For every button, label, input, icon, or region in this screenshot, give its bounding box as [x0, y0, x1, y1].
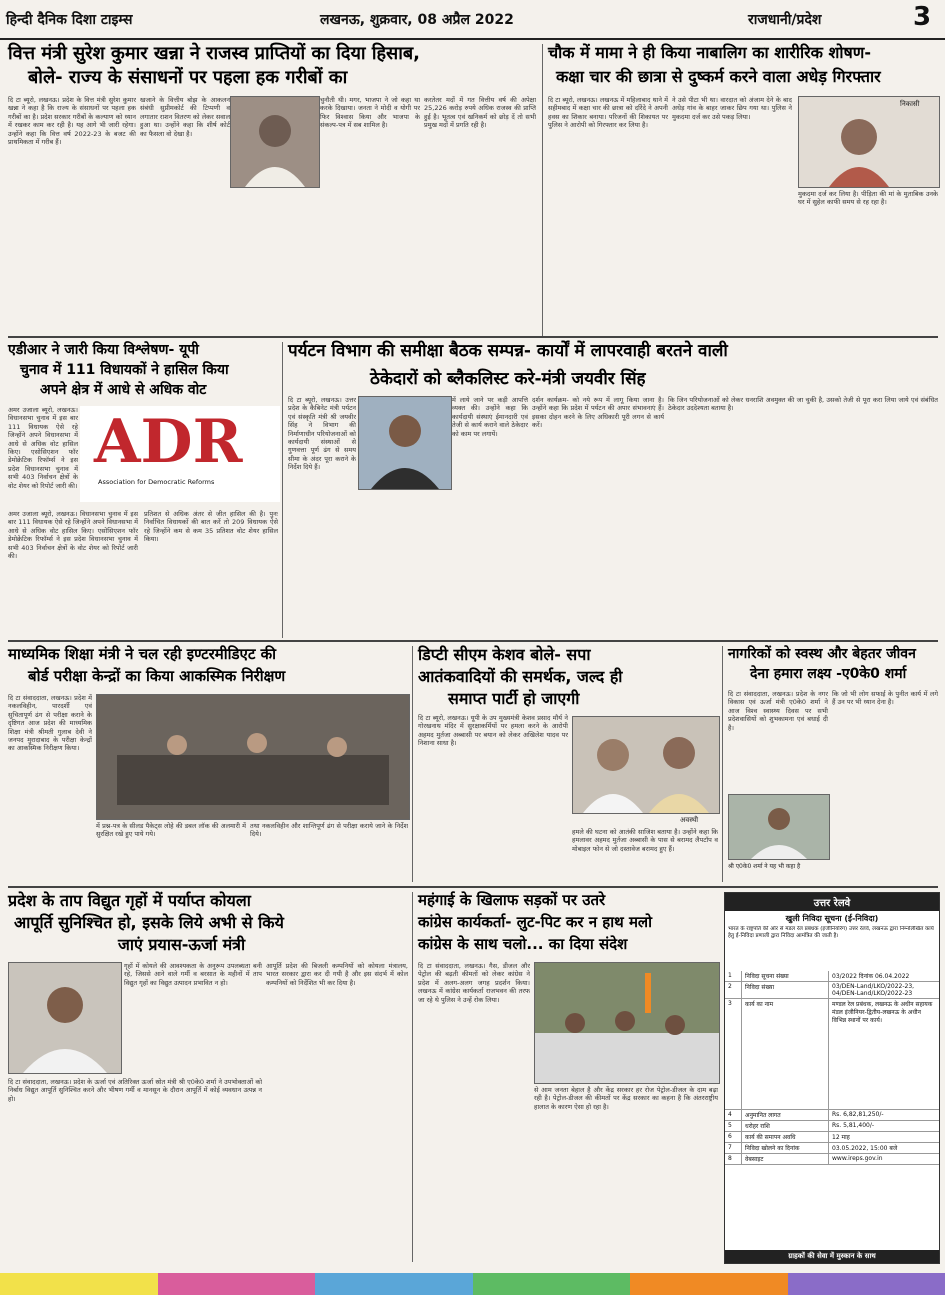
story4-body-col3: दर्शन कार्यक्रम- को नये रूप में लागू किया जाना है। उन्होंने कहा कि प्रदेश में पर्यटन की अपार संभावनाएं हैं। इसका दोहन करने के लिए अधिकारी पूरी लगन से कार्य करें।	[532, 396, 664, 430]
section-rule	[8, 640, 938, 642]
story4-body-col1: दि टा ब्यूरो, लखनऊ। उत्तर प्रदेश के कैबिनेट मंत्री पर्यटन एवं संस्कृति मंत्री श्री जयवीर सिंह ने विभाग की निर्माणाधीन परियोजनाओं को कार्यदायी संस्थाओं से गुणवत्ता पूर्ण ढंग से समय सीमा के अंदर पूरा कराने के निर्देश दिये हैं।	[288, 396, 356, 472]
story1-headline-line1: वित्त मंत्री सुरेश कुमार खन्ना ने राजस्व प्राप्तियों का दिया हिसाब,	[8, 43, 420, 64]
adr-logo	[80, 406, 280, 502]
congress-protest-photo	[534, 962, 720, 1084]
photo-caption: अवस्थी	[680, 816, 699, 824]
story1-body-col2: खजाने के वित्तीय बोझ के आकलन संबंधी सुप्रीमकोर्ट की टिप्पणी व लगातार राशन वितरण को लेकर सवाल हुआ था। उन्होंने कहा कि शीर्ष कोर्ट का फैसला वो देखा है।	[140, 96, 230, 138]
story8-body-col2: गृहों में कोयले की आवश्यकता के अनुरूप उपलब्धता बनी रहे, जिससे आने वाले गर्मी व बरसात के महीनों में ताप विद्युत गृहों का विद्युत उत्पादन प्रभावित न हो।	[124, 962, 262, 987]
story7-headline-line1: नागरिकों को स्वस्थ और बेहतर जीवन	[728, 646, 916, 662]
story3-body-col1: अमर उजाला ब्यूरो, लखनऊ। विधानसभा चुनाव में इस बार 111 विधायक ऐसे रहे जिन्होंने अपने विधानसभा में आधे से अधिक वोट हासिल किए। एसोसिएशन फॉर डेमोक्रेटिक रिफॉर्म्स ने इस प्रदेश विधानसभा चुनाव में सभी 403 निर्वाचन क्षेत्रों के वोट शेयर को रिपोर्ट जारी की।	[8, 510, 138, 561]
story4-headline-line1: पर्यटन विभाग की समीक्षा बैठक सम्पन्न- कार्यों में लापरवाही बरतने वाली	[288, 341, 728, 361]
tender-row: 6 कार्य की समापन अवधि 12 माह	[725, 1132, 939, 1143]
story6-headline-line3: समाप्त पार्टी हो जाएगी	[448, 689, 580, 708]
story3-body-col2: प्रतिशत से अधिक अंतर से जीत हासिल की है। पुनः निर्वाचित विधायकों की बात करें तो 209 विधायक ऐसे रहे जिन्होंने कम से कम 35 प्रतिशत वोट शेयर हासिल किया।	[144, 510, 278, 544]
story7-body-col2: कि जो भी लोग सफाई के पुनीत कार्य में लगे हैं उन पर भी ध्यान देना है।	[832, 690, 938, 707]
story7-body-col1: दि टा संवाददाता, लखनऊ। प्रदेश के नगर विकास एवं ऊर्जा मंत्री ए0के0 शर्मा ने आज विश्व स्वास्थ्य दिवस पर सभी प्रदेशवासियों को शुभकामना एवं बधाई दी है।	[728, 690, 828, 732]
paper-name: हिन्दी दैनिक दिशा टाइम्स	[6, 12, 133, 28]
story8-body-col1: दि टा संवाददाता, लखनऊ। प्रदेश के ऊर्जा एवं अतिरिक्त ऊर्जा स्रोत मंत्री श्री ए0के0 शर्मा ने उपभोक्ताओं को निर्बाध विद्युत आपूर्ति सुनिश्चित करने और भीषण गर्मी व मानसून के दौरान आपूर्ति में कोई व्यवधान उत्पन्न न हो।	[8, 1078, 262, 1103]
story1-body-col4: करतेतर मदों में गत वित्तीय वर्ष की अपेक्षा 25,226 करोड़ रुपये अधिक राजस्व की प्राप्ति हुई है। भूतत्व एवं खनिकर्म को छोड़ दें तो सभी प्रमुख मदों में प्रगति रही है।	[424, 96, 536, 130]
story6-headline-line1: डिप्टी सीएम केशव बोले- सपा	[418, 645, 591, 664]
tender-intro: भारत के राष्ट्रपति की ओर से मंडल रेल प्रबंधक (इंजीनियरिंग) उत्तर रेलवे, लखनऊ द्वारा निम्नलिखित कार्य हेतु ई-निविदा प्रणाली द्वारा निविदा आमंत्रित की जाती है।	[728, 926, 934, 939]
story1-headline-line2: बोले- राज्य के संसाधनों पर पहला हक गरीबों का	[28, 67, 348, 88]
story2-body-col3: मुकदमा दर्ज कर लिया है। पीड़िता की मां के मुताबिक उनके घर में सुहेल काफी समय से रह रहा है।	[798, 190, 938, 207]
column-divider	[282, 342, 283, 638]
story5-body-col3: तथा नकलविहीन और शान्तिपूर्ण ढंग से परीक्षा कराये जाने के निर्देश दिये।	[250, 822, 408, 839]
tender-row: 2 निविदा संख्या 03/DEN-Land/LKO/2022-23, 04/DEN-Land/LKO/2022-23	[725, 982, 939, 999]
tender-title: खुली निविदा सूचना (ई-निविदा)	[785, 914, 879, 923]
story9-body-col2: से आम जनता बेहाल है और केंद्र सरकार हर रोज पेट्रोल-डीजल के दाम बढ़ा रही है। पेट्रोल-डीजल की कीमतों पर केंद्र सरकार का कहना है कि अंतरराष्ट्रीय हालात के कारण ऐसा हो रहा है।	[534, 1086, 718, 1111]
story8-headline-line1: प्रदेश के ताप विद्युत गृहों में पर्याप्त कोयला	[8, 891, 251, 910]
portrait-silhouette-icon	[729, 795, 829, 859]
akhilesh-keshav-photo	[572, 716, 720, 814]
story6-body-col1: दि टा ब्यूरो, लखनऊ। यूपी के उप मुख्यमंत्री केशव प्रसाद मौर्य ने गोरखनाथ मंदिर में सुरक्षाकर्मियों पर हमला करने के आरोपी अहमद मुर्तजा अब्बासी पर बयान को लेकर अखिलेश यादव पर निशाना साधा है।	[418, 714, 568, 748]
two-portraits-icon	[573, 717, 719, 813]
energy-minister-photo	[8, 962, 122, 1074]
adr-logo-subtitle: Association for Democratic Reforms	[98, 478, 215, 486]
story2-body-col1: दि टा ब्यूरो, लखनऊ। लखनऊ में महिलाबाद थाने में सहीमबाद में कक्षा चार की छात्रा को दरिंदे ने अपनी हवस का शिकार बनाया। परिजनों की शिकायत पर पुलिस ने आरोपी को गिरफ्तार कर लिया है।	[548, 96, 668, 130]
story4-headline-line2: ठेकेदारों को ब्लैकलिस्ट करे-मंत्री जयवीर सिंह	[370, 369, 646, 389]
tender-row: 3 कार्य का नाम मण्डल रेल प्रबंधक, लखनऊ के अधीन सहायक मंडल इंजीनियर-द्वितीय-लखनऊ के अधीन विभिन्न स्थानों पर कार्य।	[725, 999, 939, 1110]
protest-crowd-icon	[535, 963, 719, 1083]
story9-headline-line3: कांग्रेस के साथ चलो... का दिया संदेश	[418, 935, 628, 953]
story9-headline-line2: कांग्रेस कार्यकर्ता- लुट-पिट कर न हाथ मलो	[418, 913, 652, 931]
portrait-silhouette-icon	[9, 963, 121, 1073]
story5-body-col2: में प्रश्न-पत्र के सीलड पैकेट्स लोहे की डबल लॉक की अलमारी में सुरक्षित रखे हुए पाये गये।	[96, 822, 246, 839]
minister-portrait-photo	[230, 96, 320, 188]
ak-sharma-photo	[728, 794, 830, 860]
photo-credit: निकासी	[900, 100, 920, 108]
story7-headline-line2: देना हमारा लक्ष्य -ए0के0 शर्मा	[750, 666, 907, 682]
story5-body-col1: दि टा संवाददाता, लखनऊ। प्रदेश में नकलविहीन, पारदर्शी एवं सुचितापूर्ण ढंग से परीक्षा कराने के दृष्टिगत आज प्रदेश की माध्यमिक शिक्षा मंत्री श्रीमती गुलाब देवी ने जनपद मुरादाबाद के परीक्षा केन्द्रों का आकस्मिक निरीक्षण किया।	[8, 694, 92, 753]
tender-row: 1 निविदा सूचना संख्या 03/2022 दिनांक 06.04.2022	[725, 971, 939, 982]
railway-tender-notice	[724, 892, 940, 1264]
jaiveer-singh-photo	[358, 396, 452, 490]
story3-headline-line3: अपने क्षेत्र में आधे से अधिक वोट	[40, 382, 207, 398]
column-divider	[542, 44, 543, 336]
column-divider	[412, 646, 413, 882]
exam-hall-photo	[96, 694, 410, 820]
tender-row: 8 वेबसाइट www.ireps.gov.in	[725, 1154, 939, 1165]
story8-headline-line3: जाएं प्रयास-ऊर्जा मंत्री	[118, 935, 246, 954]
story3-body-intro: अमर उजाला ब्यूरो, लखनऊ। विधानसभा चुनाव में इस बार 111 विधायक ऐसे रहे जिन्होंने अपने विधानसभा में आधे से अधिक वोट हासिल किए। एसोसिएशन फॉर डेमोक्रेटिक रिफॉर्म्स ने इस प्रदेश विधानसभा चुनाव में सभी 403 निर्वाचन क्षेत्रों के वोट शेयर को रिपोर्ट जारी की।	[8, 406, 78, 490]
story3-headline-line1: एडीआर ने जारी किया विश्लेषण- यूपी	[8, 342, 199, 358]
story5-headline-line1: माध्यमिक शिक्षा मंत्री ने चल रही इण्टरमीडिएट की	[8, 645, 277, 663]
story8-headline-line2: आपूर्ति सुनिश्चित हो, इसके लिये अभी से किये	[14, 913, 284, 932]
portrait-silhouette-icon	[359, 397, 451, 489]
column-divider	[412, 892, 413, 1262]
story6-headline-line2: आतंकवादियों की समर्थक, जल्द ही	[418, 667, 623, 686]
story6-body-col2: हमले की घटना को आतंकी साजिश बताया है। उन्होंने कहा कि हमलावर अहमद मुर्तजा अब्बासी के पास से बरामद लैपटॉप व मोबाइल फोन से जो दस्तावेज बरामद हुए हैं।	[572, 828, 718, 853]
section-name: राजधानी/प्रदेश	[748, 12, 822, 28]
story1-body-col3: चुनौती थी। मगर, भाजपा ने जो कहा था करके दिखाया। जनता ने मोदी व योगी पर फिर विश्वास किया और भाजपा के संकल्प-पत्र में सब शामिल है।	[320, 96, 420, 130]
story4-body-col2: में लाये जाने पर कड़ी आपत्ति व्यक्त की। उन्होंने कहा कि कार्यदायी संस्थाएं ईमानदारी एवं तेजी से कार्य कराने वाले ठेकेदार को काम पर लगायें।	[452, 396, 528, 438]
section-rule	[8, 886, 938, 888]
column-divider	[722, 646, 723, 882]
story5-headline-line2: बोर्ड परीक्षा केन्द्रों का किया आकस्मिक निरीक्षण	[28, 667, 286, 685]
classroom-photo-icon	[97, 695, 409, 819]
footer-color-strip	[0, 1273, 945, 1295]
page-number: 3	[912, 2, 932, 32]
tender-row: 5 धरोहर राशि Rs. 5,81,400/-	[725, 1121, 939, 1132]
story2-body-col2: ने उसे पीटा भी था। वारदात को अंजाम देने के बाद अधेड़ गांव के बाहर जाकर छिप गया था। पुलिस ने मुकदमा दर्ज कर उसे पकड़ लिया।	[672, 96, 792, 121]
masthead-bar	[0, 0, 945, 40]
photo-caption: श्री ए0के0 शर्मा ने यह भी कहा है	[728, 863, 801, 870]
story3-headline-line2: चुनाव में 111 विधायकों ने हासिल किया	[20, 362, 229, 378]
adr-logo-text: ADR	[94, 407, 243, 477]
story8-body-col3: आपूर्ति प्रदेश की बिजली कम्पनियों को कोयला मंत्रालय, भारत सरकार द्वारा कर दी गयी है और इस संदर्भ में कोल कम्पनियों को निर्देशित भी कर दिया है।	[266, 962, 408, 987]
story2-headline-line1: चौक में मामा ने ही किया नाबालिग का शारीरिक शोषण-	[548, 43, 871, 62]
story4-body-col4: कि जिन परियोजनाओं को लेकर धनराशि अवमुक्त की जा चुकी है, उसको तेजी से पूरा करा लिया जाये एवं संबंधित ठेकेदार उददेश्यता बताया है।	[668, 396, 938, 413]
story9-headline-line1: महंगाई के खिलाफ सड़कों पर उतरे	[418, 891, 606, 909]
victim-illustration-icon	[799, 97, 939, 187]
tender-row: 7 निविदा खोलने का दिनांक 03.05.2022, 15:00 बजे	[725, 1143, 939, 1154]
tender-row: 4 अनुमानित लागत Rs. 6,82,81,250/-	[725, 1110, 939, 1121]
story2-headline-line2: कक्षा चार की छात्रा से दुष्कर्म करने वाला अधेड़ गिरफ्तार	[556, 67, 881, 86]
illustration-photo	[798, 96, 940, 188]
portrait-silhouette-icon	[231, 97, 319, 187]
dateline: लखनऊ, शुक्रवार, 08 अप्रैल 2022	[320, 12, 514, 28]
section-rule	[8, 336, 938, 338]
tender-footer: ग्राहकों की सेवा में मुस्कान के साथ	[725, 1250, 939, 1263]
tender-org: उत्तर रेलवे	[725, 893, 939, 911]
story9-body-col1: दि टा संवाददाता, लखनऊ। गैस, डीजल और पेट्रोल की बढ़ती कीमतों को लेकर कांग्रेस ने प्रदेश में अलग-अलग जगह प्रदर्शन किया। लखनऊ में कांग्रेस कार्यकर्ता राजभवन की तरफ जा रहे थे पुलिस ने उन्हें रोक लिया।	[418, 962, 530, 1004]
story1-body-col1: दि टा ब्यूरो, लखनऊ। प्रदेश के वित्त मंत्री सुरेश कुमार खन्ना ने कहा है कि राज्य के संसाधनों पर पहला हक गरीबों का है। प्रदेश सरकार गरीबों के कल्याण को ध्यान में रखकर काम कर रही है। यह आगे भी जारी रहेगा। उन्होंने कहा कि वित्त वर्ष 2022-23 के बजट की प्राथमिकता में गरीब हैं।	[8, 96, 136, 147]
